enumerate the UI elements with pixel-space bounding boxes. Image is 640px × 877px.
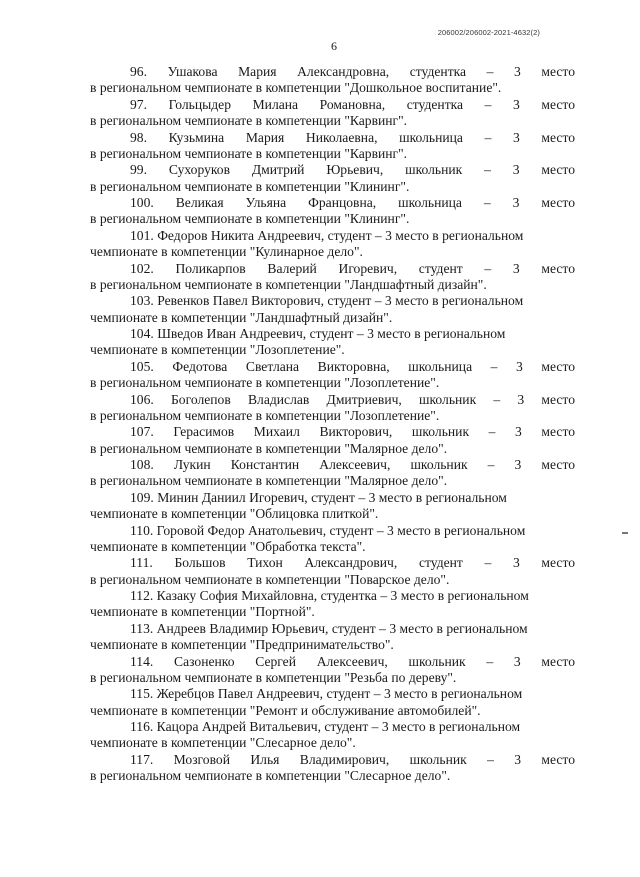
entry-second-line: в региональном чемпионате в компетенции "Слесарное дело". [90, 768, 451, 784]
list-item [90, 195, 575, 228]
entry-second-line: чемпионате в компетенции "Облицовка плиткой". [90, 506, 379, 522]
entry-second-line: чемпионате в компетенции "Слесарное дело". [90, 735, 356, 751]
entry-first-line: 99. Сухоруков Дмитрий Юрьевич, школьник – 3 место [130, 162, 575, 178]
entry-second-line: чемпионате в компетенции "Лозоплетение". [90, 342, 345, 358]
list-item [90, 424, 575, 457]
entry-second-line: в региональном чемпионате в компетенции "Лозоплетение". [90, 407, 440, 423]
entry-first-line: 107. Герасимов Михаил Викторович, школьник – 3 место [130, 424, 575, 440]
entry-first-line: 101. Федоров Никита Андреевич, студент – 3 место в региональном [130, 227, 524, 243]
list-item [90, 523, 575, 556]
entry-first-line: 110. Горовой Федор Анатольевич, студент – 3 место в региональном [130, 522, 526, 538]
entry-first-line: 105. Федотова Светлана Викторовна, школьница – 3 место [130, 358, 575, 374]
entry-second-line: в региональном чемпионате в компетенции "Клининг". [90, 178, 410, 194]
list-item [90, 293, 575, 326]
entry-first-line: 116. Кацора Андрей Витальевич, студент – 3 место в региональном [130, 719, 521, 734]
entry-first-line: 117. Мозговой Илья Владимирович, школьник – 3 место [130, 751, 575, 767]
entry-second-line: в региональном чемпионате в компетенции "Дошкольное воспитание". [90, 80, 502, 96]
list-item [90, 97, 575, 130]
list-item [90, 654, 575, 687]
entry-second-line: в региональном чемпионате в компетенции "Малярное дело". [90, 440, 448, 456]
list-item [90, 621, 575, 654]
entry-second-line: чемпионате в компетенции "Ремонт и обслуживание автомобилей". [90, 702, 481, 718]
entry-second-line: чемпионате в компетенции "Кулинарное дело". [90, 244, 363, 260]
entry-first-line: 108. Лукин Константин Алексеевич, школьник – 3 место [130, 457, 575, 472]
list-item [90, 228, 575, 261]
entry-second-line: в региональном чемпионате в компетенции "Поварское дело". [90, 571, 450, 587]
list-item [90, 686, 575, 719]
entry-first-line: 96. Ушакова Мария Александровна, студентка – 3 место [130, 64, 575, 79]
entry-second-line: в региональном чемпионате в компетенции "Карвинг". [90, 145, 408, 161]
entry-first-line: 97. Гольцыдер Милана Романовна, студентка – 3 место [130, 96, 575, 112]
entry-first-line: 100. Великая Ульяна Францовна, школьница – 3 место [130, 195, 575, 210]
entry-second-line: чемпионате в компетенции "Обработка текста". [90, 538, 366, 554]
entry-first-line: 112. Казаку София Михайловна, студентка – 3 место в региональном [130, 588, 529, 603]
entry-second-line: чемпионате в компетенции "Ландшафтный дизайн". [90, 309, 393, 325]
page-number: 6 [331, 39, 337, 53]
entry-second-line: в региональном чемпионате в компетенции "Лозоплетение". [90, 375, 440, 391]
list-item [90, 392, 575, 425]
scan-mark [622, 532, 628, 534]
document-id: 206002/206002-2021-4632(2) [437, 28, 540, 37]
list-item [90, 359, 575, 392]
list-item [90, 162, 575, 195]
list-item [90, 588, 575, 621]
entry-second-line: в региональном чемпионате в компетенции "Клининг". [90, 211, 410, 227]
list-item [90, 64, 575, 97]
entry-first-line: 102. Поликарпов Валерий Игоревич, студент – 3 место [130, 260, 575, 276]
entry-list [90, 64, 575, 785]
entry-second-line: чемпионате в компетенции "Предпринимательство". [90, 637, 394, 653]
list-item [90, 719, 575, 752]
list-item [90, 490, 575, 523]
entry-first-line: 103. Ревенков Павел Викторович, студент – 3 место в региональном [130, 293, 524, 309]
entry-second-line: в региональном чемпионате в компетенции "Малярное дело". [90, 473, 448, 489]
list-item [90, 555, 575, 588]
entry-second-line: чемпионате в компетенции "Портной". [90, 604, 315, 620]
entry-first-line: 111. Большов Тихон Александрович, студент – 3 место [130, 555, 575, 571]
entry-second-line: в региональном чемпионате в компетенции "Ландшафтный дизайн". [90, 276, 487, 292]
entry-first-line: 98. Кузьмина Мария Николаевна, школьница – 3 место [130, 129, 575, 145]
list-item [90, 752, 575, 785]
list-item [90, 261, 575, 294]
list-item [90, 457, 575, 490]
entry-second-line: в региональном чемпионате в компетенции "Карвинг". [90, 113, 408, 129]
entry-first-line: 106. Боголепов Владислав Дмитриевич, школьник – 3 место [130, 391, 575, 407]
entry-second-line: в региональном чемпионате в компетенции "Резьба по дереву". [90, 669, 457, 685]
entry-first-line: 115. Жеребцов Павел Андреевич, студент – 3 место в региональном [130, 686, 523, 702]
entry-first-line: 113. Андреев Владимир Юрьевич, студент – 3 место в региональном [130, 620, 528, 636]
entry-first-line: 109. Минин Даниил Игоревич, студент – 3 место в региональном [130, 489, 507, 505]
entry-first-line: 114. Сазоненко Сергей Алексеевич, школьник – 3 место [130, 653, 575, 669]
list-item [90, 326, 575, 359]
list-item [90, 130, 575, 163]
entry-first-line: 104. Шведов Иван Андреевич, студент – 3 место в региональном [130, 326, 506, 341]
